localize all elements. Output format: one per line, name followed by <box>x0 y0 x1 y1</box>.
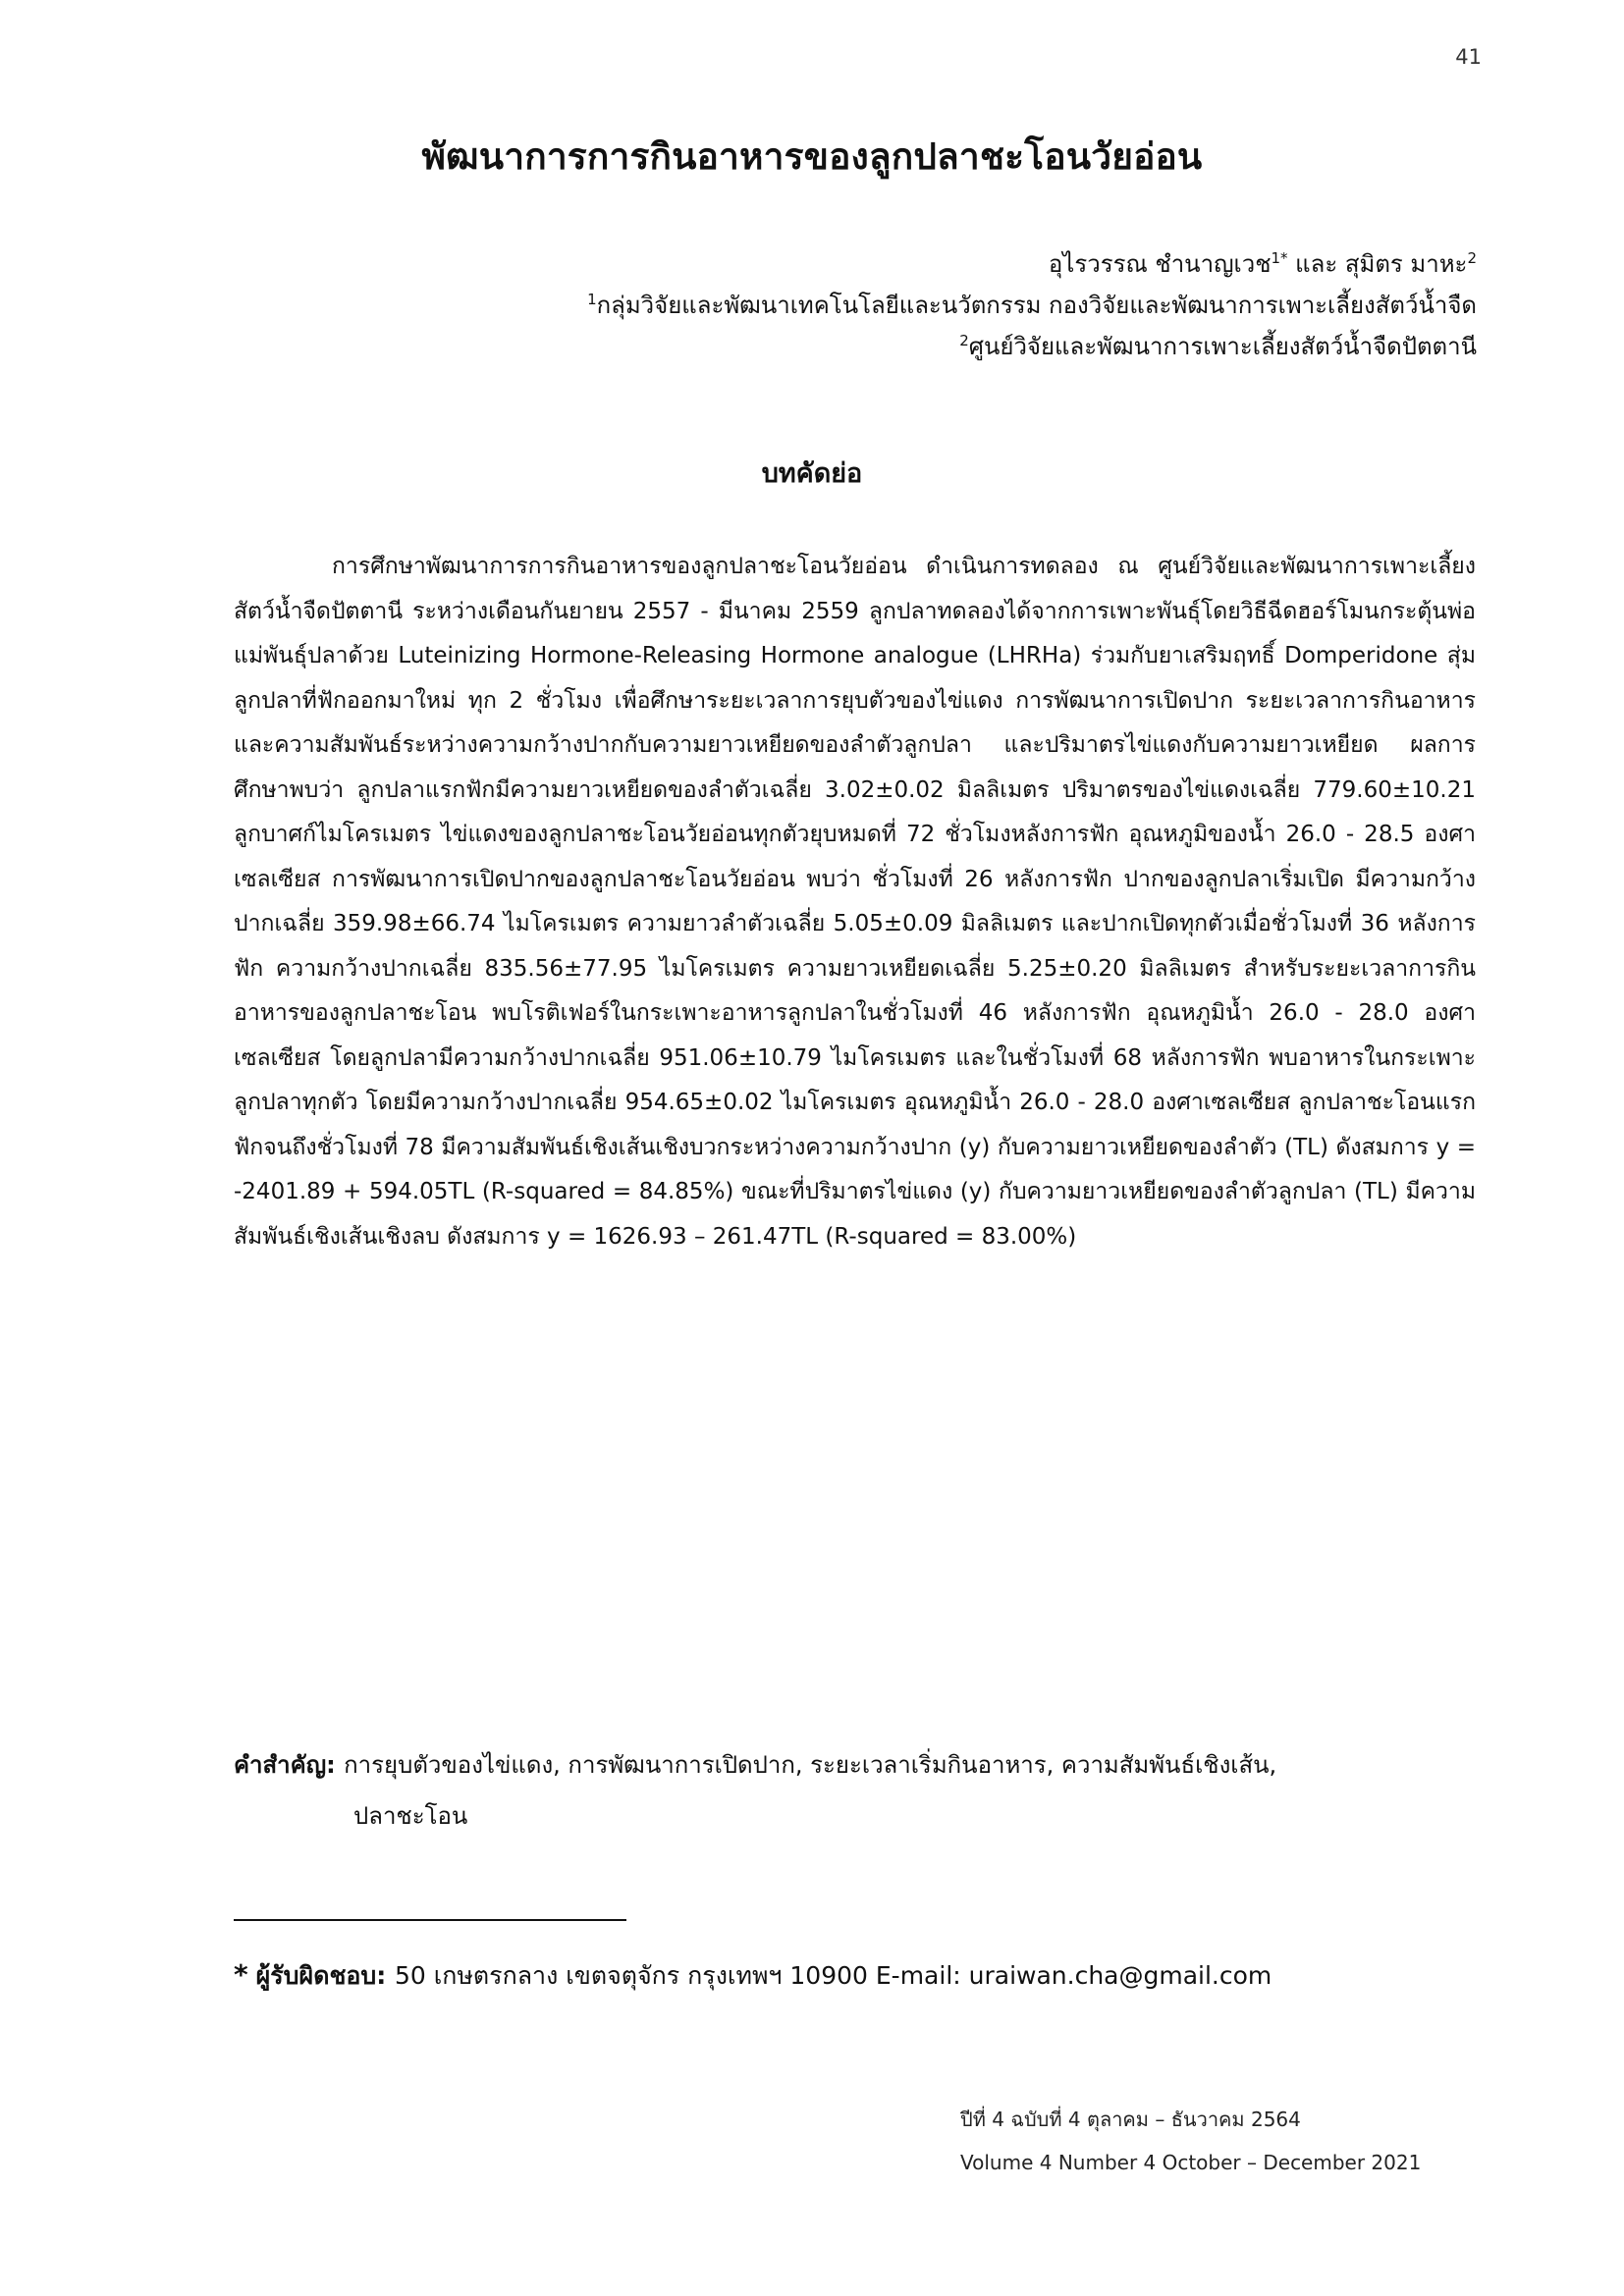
keywords-label: คำสำคัญ <box>234 1751 327 1779</box>
paper-title: พัฒนาการการกินอาหารของลูกปลาชะโอนวัยอ่อน <box>421 135 1203 178</box>
affiliation-2 <box>587 326 1477 367</box>
keywords-separator: : <box>326 1751 345 1779</box>
keywords-text-1: การยุบตัวของไข่แดง, การพัฒนาการเปิดปาก, ระยะเวลาเริ่มกินอาหาร, ความสัมพันธ์เชิงเส้น, <box>344 1751 1277 1779</box>
page-number: 41 <box>1455 45 1482 69</box>
footnote-divider <box>234 1919 626 1921</box>
author-2-mark: 2 <box>1467 249 1477 267</box>
abstract-body: การศึกษาพัฒนาการการกินอาหารของลูกปลาชะโอนวัยอ่อน ดำเนินการทดลอง ณ ศูนย์วิจัยและพัฒนาการเพาะเลี้ยงสัตว์น้ำจืดปัตตานี ระหว่างเดือนกันยายน 2557 - มีนาคม 2559 ลูกปลาทดลองได้จากการเพาะพันธุ์โดยวิธีฉีดฮอร์โมนกระตุ้นพ่อแม่พันธุ์ปลาด้วย Luteinizing Hormone-Releasing Hormone analogue (LHRHa) ร่วมกับยาเสริมฤทธิ์ Domperidone สุ่มลูกปลาที่ฟักออกมาใหม่ ทุก 2 ชั่วโมง เพื่อศึกษาระยะเวลาการยุบตัวของไข่แดง การพัฒนาการเปิดปาก ระยะเวลาการกินอาหาร และความสัมพันธ์ระหว่างความกว้างปากกับความยาวเหยียดของลำตัวลูกปลา และปริมาตรไข่แดงกับความยาวเหยียด ผลการศึกษาพบว่า ลูกปลาแรกฟักมีความยาวเหยียดของลำตัวเฉลี่ย 3.02±0.02 มิลลิเมตร ปริมาตรของไข่แดงเฉลี่ย 779.60±10.21 ลูกบาศก์ไมโครเมตร ไข่แดงของลูกปลาชะโอนวัยอ่อนทุกตัวยุบหมดที่ 72 ชั่วโมงหลังการฟัก อุณหภูมิของน้ำ 26.0 - 28.5 องศาเซลเซียส การพัฒนาการเปิดปากของลูกปลาชะโอนวัยอ่อน พบว่า ชั่วโมงที่ 26 หลังการฟัก ปากของลูกปลาเริ่มเปิด มีความกว้างปากเฉลี่ย 359.98±66.74 ไมโครเมตร ความยาวลำตัวเฉลี่ย 5.05±0.09 มิลลิเมตร และปากเปิดทุกตัวเมื่อชั่วโมงที่ 36 หลังการฟัก ความกว้างปากเฉลี่ย 835.56±77.95 ไมโครเมตร ความยาวเหยียดเฉลี่ย 5.25±0.20 มิลลิเมตร สำหรับระยะเวลาการกินอาหารของลูกปลาชะโอน พบโรติเฟอร์ในกระเพาะอาหารลูกปลาในชั่วโมงที่ 46 หลังการฟัก อุณหภูมิน้ำ 26.0 - 28.0 องศาเซลเซียส โดยลูกปลามีความกว้างปากเฉลี่ย 951.06±10.79 ไมโครเมตร และในชั่วโมงที่ 68 หลังการฟัก พบอาหารในกระเพาะลูกปลาทุกตัว โดยมีความกว้างปากเฉลี่ย 954.65±0.02 ไมโครเมตร อุณหภูมิน้ำ 26.0 - 28.0 องศาเซลเซียส ลูกปลาชะโอนแรกฟักจนถึงชั่วโมงที่ 78 มีความสัมพันธ์เชิงเส้นเชิงบวกระหว่างความกว้างปาก (y) กับความยาวเหยียดของลำตัว (TL) ดังสมการ y = -2401.89 + 594.05TL (R-squared = 84.85%) ขณะที่ปริมาตรไข่แดง (y) กับความยาวเหยียดของลำตัวลูกปลา (TL) มีความสัมพันธ์เชิงเส้นเชิงลบ ดังสมการ y = 1626.93 – 261.47TL (R-squared = 83.00%) <box>234 554 1476 1250</box>
authors-block <box>587 243 1477 367</box>
affiliation-2-text: ศูนย์วิจัยและพัฒนาการเพาะเลี้ยงสัตว์น้ำจืดปัตตานี <box>968 333 1477 360</box>
author-1-name: อุไรวรรณ ชำนาญเวช <box>1048 250 1272 278</box>
footnote-text: 50 เกษตรกลาง เขตจตุจักร กรุงเทพฯ 10900 E-mail: uraiwan.cha@gmail.com <box>395 1961 1272 1990</box>
footnote-separator: : <box>376 1961 395 1990</box>
affiliation-1-text: กลุ่มวิจัยและพัฒนาเทคโนโลยีและนวัตกรรม กองวิจัยและพัฒนาการเพาะเลี้ยงสัตว์น้ำจืด <box>596 292 1477 319</box>
issue-english: Volume 4 Number 4 October – December 2021 <box>960 2151 1422 2174</box>
abstract-heading: บทคัดย่อ <box>761 458 863 489</box>
issue-info <box>960 2098 1421 2184</box>
keywords-line-1 <box>234 1739 1476 1790</box>
keywords-line-2: ปลาชะโอน <box>353 1802 468 1830</box>
author-1-marks: 1* <box>1271 249 1288 267</box>
issue-thai: ปีที่ 4 ฉบับที่ 4 ตุลาคม – ธันวาคม 2564 <box>960 2108 1301 2131</box>
affiliation-1 <box>587 285 1477 326</box>
corresponding-author-footnote <box>234 1956 1272 1996</box>
footnote-label: ผู้รับผิดชอบ <box>255 1961 377 1990</box>
author-2-name: สุมิตร มาหะ <box>1344 250 1468 278</box>
affiliation-2-mark: 2 <box>959 332 969 349</box>
keywords-block <box>234 1739 1476 1842</box>
affiliation-1-mark: 1 <box>587 291 597 308</box>
author-conjunction: และ <box>1287 250 1345 278</box>
author-line <box>587 243 1477 285</box>
footnote-star: * <box>234 1958 248 1991</box>
